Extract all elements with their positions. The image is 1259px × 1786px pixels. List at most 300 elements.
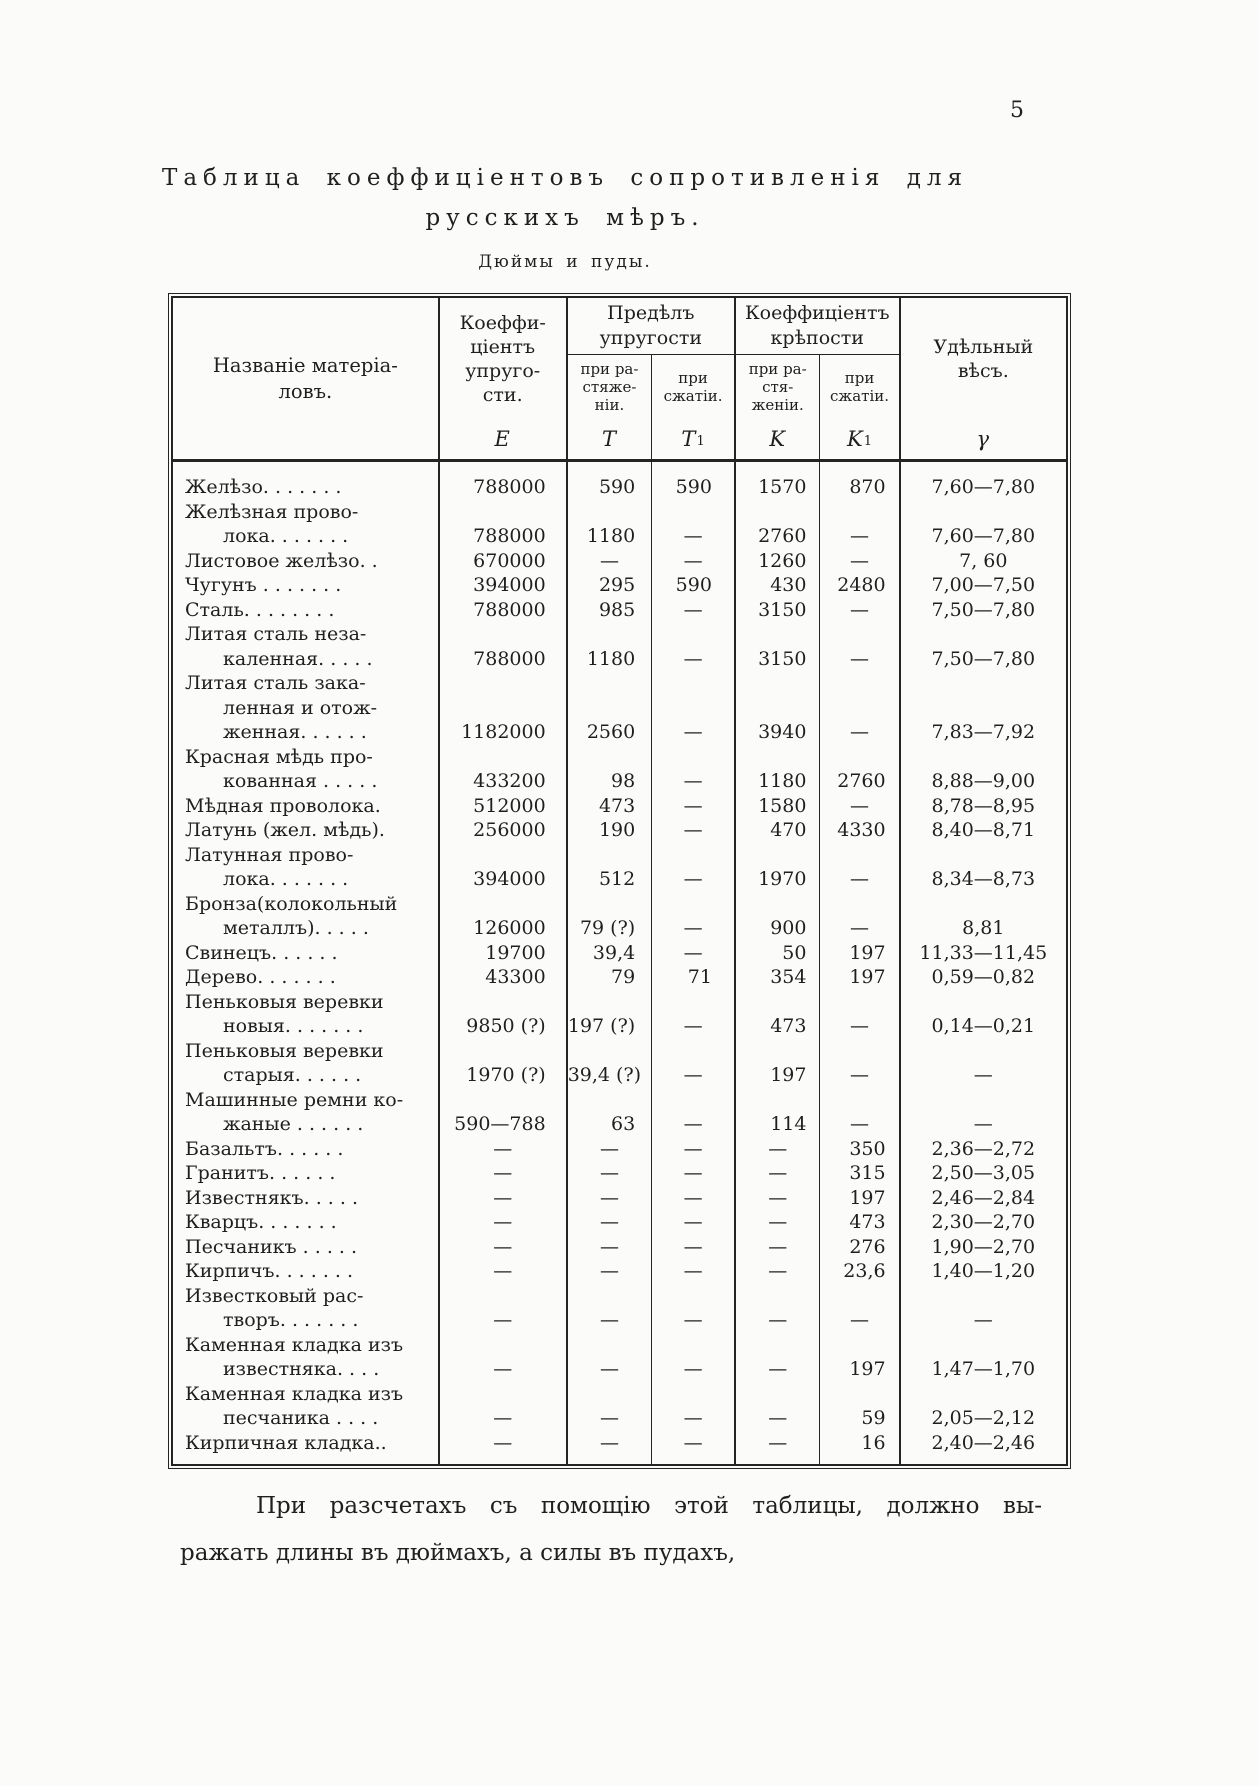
value-cell: 7,60—7,80 <box>900 500 1067 549</box>
value-cell: — <box>652 1284 735 1333</box>
value-cell: 2,05—2,12 <box>900 1382 1067 1431</box>
value-cell: 8,81 <box>900 892 1067 941</box>
text-line: при ра- <box>580 360 639 378</box>
value-cell: 1970 (?) <box>439 1039 567 1088</box>
value-cell: 59 <box>820 1382 900 1431</box>
value-cell: — <box>652 1137 735 1162</box>
material-name-cell <box>172 1039 439 1088</box>
value-cell: 276 <box>820 1235 900 1260</box>
value-cell: — <box>652 549 735 574</box>
table-row <box>172 843 1067 892</box>
table-row <box>172 1382 1067 1431</box>
material-name-cell <box>172 892 439 941</box>
text-line: Бронза(колокольный <box>185 892 398 915</box>
value-cell: 788000 <box>439 622 567 671</box>
value-cell: 71 <box>652 965 735 990</box>
value-cell: — <box>439 1333 567 1382</box>
material-name-cell <box>172 1382 439 1431</box>
value-cell: — <box>735 1431 820 1466</box>
value-cell: — <box>439 1186 567 1211</box>
value-cell: 512000 <box>439 794 567 819</box>
header-material-names <box>172 297 439 461</box>
coefficients-table <box>168 293 1071 1469</box>
value-cell: 2760 <box>735 500 820 549</box>
value-cell: — <box>652 1431 735 1466</box>
text-line: известняка. . . . <box>223 1358 380 1380</box>
value-cell: — <box>652 1210 735 1235</box>
value-cell: — <box>567 1431 652 1466</box>
text-line: лока. . . . . . . <box>223 868 349 890</box>
value-cell: 7,50—7,80 <box>900 598 1067 623</box>
text-line: жаные . . . . . . <box>223 1113 364 1135</box>
value-cell: — <box>820 500 900 549</box>
text-line: Каменная кладка изъ <box>185 1333 404 1356</box>
text-line: старыя. . . . . . <box>223 1064 362 1086</box>
value-cell: — <box>439 1161 567 1186</box>
value-cell: — <box>652 1259 735 1284</box>
value-cell: 512 <box>567 843 652 892</box>
value-cell: — <box>567 1284 652 1333</box>
text-line: Кирпичъ. . . . . . . <box>185 1260 354 1282</box>
value-cell: — <box>820 1039 900 1088</box>
value-cell: 473 <box>820 1210 900 1235</box>
table-body <box>172 461 1067 1466</box>
table-row <box>172 745 1067 794</box>
value-cell: 8,88—9,00 <box>900 745 1067 794</box>
value-cell: 197 <box>820 1333 900 1382</box>
value-cell: 19700 <box>439 941 567 966</box>
value-cell: 98 <box>567 745 652 794</box>
text-line: женіи. <box>751 396 804 414</box>
text-line: крѣпости <box>770 327 864 349</box>
text-line: Латунь (жел. мѣдь). <box>185 819 385 841</box>
value-cell: 114 <box>735 1088 820 1137</box>
value-cell: — <box>735 1333 820 1382</box>
text-line: Кирпичная кладка.. <box>185 1431 387 1454</box>
value-cell: — <box>567 549 652 574</box>
text-line: Предѣлъ <box>607 302 695 324</box>
symbol-K1: K 1 <box>847 427 873 451</box>
value-cell: — <box>652 671 735 745</box>
header-elasticity-coefficient <box>439 297 567 461</box>
table-row <box>172 892 1067 941</box>
text-line: Коеффиціентъ <box>744 302 890 324</box>
value-cell: — <box>900 1039 1067 1088</box>
value-cell: — <box>567 1382 652 1431</box>
value-cell: — <box>820 622 900 671</box>
material-name-cell <box>172 1161 439 1186</box>
value-cell: 256000 <box>439 818 567 843</box>
value-cell: 350 <box>820 1137 900 1162</box>
text-line: Кварцъ. . . . . . . <box>185 1211 337 1233</box>
value-cell: — <box>652 500 735 549</box>
value-cell: 0,14—0,21 <box>900 990 1067 1039</box>
value-cell: 295 <box>567 573 652 598</box>
value-cell: 50 <box>735 941 820 966</box>
value-cell: 473 <box>735 990 820 1039</box>
table-header <box>172 297 1067 461</box>
value-cell: 197 <box>820 1186 900 1211</box>
value-cell: 3940 <box>735 671 820 745</box>
value-cell: 7,50—7,80 <box>900 622 1067 671</box>
text-line: ловъ. <box>278 379 333 403</box>
table-row <box>172 549 1067 574</box>
text-line: Базальтъ. . . . . . <box>185 1137 344 1160</box>
value-cell: — <box>652 990 735 1039</box>
value-cell: — <box>900 1088 1067 1137</box>
value-cell: — <box>652 622 735 671</box>
value-cell: 430 <box>735 573 820 598</box>
value-cell: — <box>439 1259 567 1284</box>
value-cell: 2560 <box>567 671 652 745</box>
value-cell: 900 <box>735 892 820 941</box>
value-cell: — <box>652 1039 735 1088</box>
value-cell: — <box>820 1088 900 1137</box>
value-cell: 1570 <box>735 461 820 500</box>
text-line: ленная и отож- <box>223 696 377 719</box>
value-cell: 1580 <box>735 794 820 819</box>
table-row <box>172 671 1067 745</box>
material-name-cell <box>172 1210 439 1235</box>
footer-note <box>180 1483 1042 1577</box>
table-row <box>172 941 1067 966</box>
text-line: каленная. . . . . <box>223 647 373 670</box>
value-cell: — <box>735 1259 820 1284</box>
text-line: кованная . . . . . <box>223 770 378 792</box>
table-row <box>172 622 1067 671</box>
value-cell: 590 <box>652 573 735 598</box>
text-line: Листовое желѣзо. . <box>185 549 378 572</box>
text-line: Латунная прово- <box>185 843 354 866</box>
table-row <box>172 1137 1067 1162</box>
value-cell: — <box>735 1137 820 1162</box>
header-elastic-limit-group <box>567 297 735 355</box>
table-row <box>172 1039 1067 1088</box>
value-cell: — <box>820 549 900 574</box>
value-cell: 8,40—8,71 <box>900 818 1067 843</box>
value-cell: 11,33—11,45 <box>900 941 1067 966</box>
text-line: сти. <box>482 383 523 406</box>
symbol-gamma: γ <box>976 426 990 451</box>
table-row <box>172 1259 1067 1284</box>
value-cell: — <box>735 1382 820 1431</box>
value-cell: — <box>567 1137 652 1162</box>
subtitle-units: Дюймы и пуды. <box>478 252 652 272</box>
material-name-cell <box>172 1235 439 1260</box>
header-specific-weight <box>900 297 1067 461</box>
value-cell: — <box>652 1235 735 1260</box>
value-cell: 9850 (?) <box>439 990 567 1039</box>
value-cell: 394000 <box>439 573 567 598</box>
value-cell: 315 <box>820 1161 900 1186</box>
material-name-cell <box>172 461 439 500</box>
coefficients-table-grid <box>171 296 1068 1466</box>
value-cell: — <box>820 671 900 745</box>
value-cell: — <box>652 1333 735 1382</box>
material-name-cell <box>172 1333 439 1382</box>
subheader-strength-compression <box>820 355 900 461</box>
text-line: Чугунъ . . . . . . . <box>185 574 342 596</box>
text-line: сжатіи. <box>663 387 723 405</box>
value-cell: 1,47—1,70 <box>900 1333 1067 1382</box>
text-line: Известнякъ. . . . . <box>185 1186 358 1209</box>
value-cell: 1,90—2,70 <box>900 1235 1067 1260</box>
table-row <box>172 1284 1067 1333</box>
text-line: женная. . . . . . <box>223 721 367 743</box>
value-cell: — <box>820 843 900 892</box>
value-cell: 79 (?) <box>567 892 652 941</box>
material-name-cell <box>172 549 439 574</box>
value-cell: — <box>439 1284 567 1333</box>
value-cell: 7,00—7,50 <box>900 573 1067 598</box>
material-name-cell <box>172 1431 439 1466</box>
value-cell: 394000 <box>439 843 567 892</box>
table-row <box>172 598 1067 623</box>
material-name-cell <box>172 622 439 671</box>
text-line: Коеффи- <box>459 311 546 334</box>
value-cell: 0,59—0,82 <box>900 965 1067 990</box>
value-cell: 788000 <box>439 461 567 500</box>
value-cell: 670000 <box>439 549 567 574</box>
table-row <box>172 573 1067 598</box>
symbol-E: E <box>494 426 510 451</box>
material-name-cell <box>172 500 439 549</box>
text-line: песчаника . . . . <box>223 1407 379 1429</box>
text-line: стя- <box>762 378 794 396</box>
header-strength-coefficient-group <box>735 297 900 355</box>
value-cell: 2480 <box>820 573 900 598</box>
material-name-cell <box>172 1284 439 1333</box>
table-row <box>172 461 1067 500</box>
text-line: Мѣдная проволока. <box>185 794 381 817</box>
value-cell: — <box>652 1088 735 1137</box>
subheader-strength-tension <box>735 355 820 461</box>
text-line: сжатіи. <box>830 387 890 405</box>
symbol-T: T <box>601 427 616 451</box>
value-cell: 197 <box>820 965 900 990</box>
value-cell: 1260 <box>735 549 820 574</box>
value-cell: 39,4 <box>567 941 652 966</box>
table-row <box>172 794 1067 819</box>
symbol-K: K <box>769 427 786 451</box>
material-name-cell <box>172 1259 439 1284</box>
value-cell: 197 (?) <box>567 990 652 1039</box>
value-cell: 985 <box>567 598 652 623</box>
value-cell: 473 <box>567 794 652 819</box>
material-name-cell <box>172 573 439 598</box>
value-cell: — <box>439 1137 567 1162</box>
value-cell: 7, 60 <box>900 549 1067 574</box>
value-cell: 39,4 (?) <box>567 1039 652 1088</box>
value-cell: — <box>820 990 900 1039</box>
table-row <box>172 500 1067 549</box>
value-cell: — <box>439 1235 567 1260</box>
value-cell: — <box>567 1235 652 1260</box>
value-cell: — <box>652 818 735 843</box>
value-cell: — <box>567 1161 652 1186</box>
value-cell: — <box>735 1210 820 1235</box>
text-line: Гранитъ. . . . . . <box>185 1162 336 1184</box>
value-cell: 590 <box>652 461 735 500</box>
value-cell: — <box>900 1284 1067 1333</box>
value-cell: 3150 <box>735 598 820 623</box>
value-cell: 2,46—2,84 <box>900 1186 1067 1211</box>
value-cell: 4330 <box>820 818 900 843</box>
table-row <box>172 1210 1067 1235</box>
text-line: Пеньковыя веревки <box>185 1039 384 1062</box>
value-cell: 1180 <box>567 500 652 549</box>
value-cell: — <box>652 1161 735 1186</box>
value-cell: 7,83—7,92 <box>900 671 1067 745</box>
subheader-elastic-compression <box>652 355 735 461</box>
value-cell: 1180 <box>567 622 652 671</box>
value-cell: 1180 <box>735 745 820 794</box>
text-line: упруго- <box>465 359 541 382</box>
title-line-1: Таблица коеффиціентовъ сопротивленія для <box>161 165 969 191</box>
text-line: ніи. <box>594 396 625 414</box>
text-line: вѣсъ. <box>957 359 1009 382</box>
value-cell: 354 <box>735 965 820 990</box>
value-cell: 870 <box>820 461 900 500</box>
material-name-cell <box>172 1088 439 1137</box>
value-cell: 43300 <box>439 965 567 990</box>
table-row <box>172 990 1067 1039</box>
value-cell: 197 <box>735 1039 820 1088</box>
value-cell: — <box>735 1284 820 1333</box>
page-title <box>150 158 980 272</box>
value-cell: — <box>652 1382 735 1431</box>
text-line: Литая сталь зака- <box>185 672 366 694</box>
material-name-cell <box>172 843 439 892</box>
material-name-cell <box>172 671 439 745</box>
value-cell: 470 <box>735 818 820 843</box>
table-row <box>172 965 1067 990</box>
value-cell: 590 <box>567 461 652 500</box>
material-name-cell <box>172 1137 439 1162</box>
value-cell: 2,30—2,70 <box>900 1210 1067 1235</box>
value-cell: 2,50—3,05 <box>900 1161 1067 1186</box>
text-line: при <box>844 369 875 387</box>
text-line: Свинецъ. . . . . . <box>185 941 338 964</box>
subheader-elastic-tension <box>567 355 652 461</box>
value-cell: 3150 <box>735 622 820 671</box>
material-name-cell <box>172 794 439 819</box>
value-cell: — <box>820 794 900 819</box>
material-name-cell <box>172 990 439 1039</box>
value-cell: — <box>652 892 735 941</box>
text-line: металлъ). . . . . <box>223 917 369 939</box>
table-row <box>172 1235 1067 1260</box>
page-number: 5 <box>1010 98 1024 123</box>
text-line: Удѣльный <box>933 335 1034 358</box>
value-cell: — <box>735 1235 820 1260</box>
text-line: творъ. . . . . . . <box>223 1309 359 1331</box>
value-cell: 190 <box>567 818 652 843</box>
value-cell: 8,78—8,95 <box>900 794 1067 819</box>
text-line: при <box>678 369 708 387</box>
text-line: лока. . . . . . . <box>223 525 349 547</box>
value-cell: — <box>652 745 735 794</box>
footer-line-1: При разсчетахъ съ помощію этой таблицы, должно вы- <box>256 1493 1042 1519</box>
value-cell: — <box>820 598 900 623</box>
value-cell: — <box>652 941 735 966</box>
value-cell: 126000 <box>439 892 567 941</box>
value-cell: 197 <box>820 941 900 966</box>
text-line: Сталь. . . . . . . . <box>185 598 335 621</box>
value-cell: — <box>735 1186 820 1211</box>
text-line: Названіе матеріа- <box>212 353 398 377</box>
text-line: новыя. . . . . . . <box>223 1015 364 1037</box>
value-cell: — <box>735 1161 820 1186</box>
value-cell: 16 <box>820 1431 900 1466</box>
value-cell: 1,40—1,20 <box>900 1259 1067 1284</box>
table-row <box>172 1186 1067 1211</box>
value-cell: 1182000 <box>439 671 567 745</box>
value-cell: 7,60—7,80 <box>900 461 1067 500</box>
value-cell: 788000 <box>439 598 567 623</box>
value-cell: — <box>567 1186 652 1211</box>
value-cell: 2,36—2,72 <box>900 1137 1067 1162</box>
value-cell: — <box>820 892 900 941</box>
value-cell: 2,40—2,46 <box>900 1431 1067 1466</box>
value-cell: — <box>439 1210 567 1235</box>
value-cell: 23,6 <box>820 1259 900 1284</box>
material-name-cell <box>172 1186 439 1211</box>
material-name-cell <box>172 745 439 794</box>
text-line: Желѣзная прово- <box>185 500 359 523</box>
material-name-cell <box>172 818 439 843</box>
value-cell: — <box>652 1186 735 1211</box>
text-line: Пеньковыя веревки <box>185 990 384 1013</box>
symbol-T1: T 1 <box>681 427 705 451</box>
value-cell: 79 <box>567 965 652 990</box>
value-cell: — <box>439 1431 567 1466</box>
value-cell: 8,34—8,73 <box>900 843 1067 892</box>
value-cell: 1970 <box>735 843 820 892</box>
material-name-cell <box>172 598 439 623</box>
value-cell: 63 <box>567 1088 652 1137</box>
text-line: Машинные ремни ко- <box>185 1088 404 1111</box>
value-cell: 788000 <box>439 500 567 549</box>
material-name-cell <box>172 941 439 966</box>
text-line: Литая сталь неза- <box>185 623 367 645</box>
text-line: Песчаникъ . . . . . <box>185 1235 358 1258</box>
table-row <box>172 818 1067 843</box>
value-cell: — <box>567 1333 652 1382</box>
table-row <box>172 1333 1067 1382</box>
text-line: Известковый рас- <box>185 1284 364 1307</box>
value-cell: — <box>567 1210 652 1235</box>
table-row <box>172 1161 1067 1186</box>
footer-line-2: ражать длины въ дюймахъ, а силы въ пудахъ, <box>180 1540 736 1566</box>
value-cell: — <box>652 843 735 892</box>
value-cell: — <box>652 794 735 819</box>
material-name-cell <box>172 965 439 990</box>
value-cell: 433200 <box>439 745 567 794</box>
text-line: упругости <box>599 327 703 349</box>
value-cell: — <box>567 1259 652 1284</box>
text-line: стяже- <box>582 378 637 396</box>
text-line: ціентъ <box>470 335 536 358</box>
text-line: Желѣзо. . . . . . . <box>185 476 342 498</box>
text-line: Красная мѣдь про- <box>185 745 373 768</box>
value-cell: — <box>439 1382 567 1431</box>
title-line-2: русскихъ мѣръ. <box>425 205 705 231</box>
text-line: при ра- <box>748 360 807 378</box>
value-cell: 2760 <box>820 745 900 794</box>
text-line: Каменная кладка изъ <box>185 1382 404 1405</box>
value-cell: — <box>652 598 735 623</box>
